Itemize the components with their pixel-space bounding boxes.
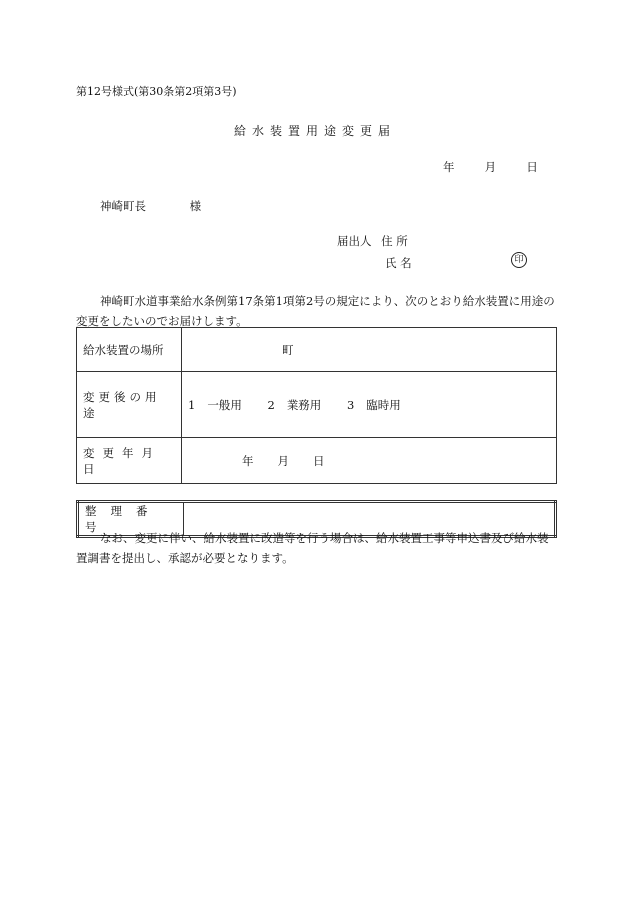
use-label: 変更後の用途: [77, 372, 182, 438]
submission-date: [443, 159, 538, 175]
addressee-suffix: 様: [189, 199, 202, 213]
date-year: 年: [443, 160, 455, 174]
use-options: [182, 372, 557, 438]
table-row: [77, 372, 557, 438]
place-value: 町: [182, 328, 557, 372]
use-option-temporary: 3 臨時用: [346, 397, 401, 412]
body-text: 神崎町水道事業給水条例第17条第1項第2号の規定により、次のとおり給水装置に用途の変更をしたいのでお届けします。: [76, 294, 555, 328]
addressee-name: 神崎町長: [100, 199, 146, 213]
applicant-name-label: 氏 名: [385, 256, 412, 270]
reference-label: 整理番号: [78, 502, 184, 537]
addressee: [100, 198, 201, 214]
applicant-role: 届出人: [337, 234, 372, 248]
change-date-value: 年 月 日: [182, 438, 557, 484]
use-option-general: 1 一般用: [188, 397, 242, 412]
document-title: 給水装置用途変更届: [233, 124, 396, 138]
date-month: 月: [484, 160, 497, 174]
table-row: [77, 328, 557, 372]
seal-mark: 印: [511, 252, 527, 268]
form-number: 第12号様式(第30条第2項第3号): [76, 85, 237, 98]
use-option-business: 2 業務用: [267, 397, 322, 412]
place-label: 給水装置の場所: [77, 328, 182, 372]
date-day: 日: [526, 160, 538, 174]
applicant-address: [337, 233, 408, 249]
note-text: なお、変更に伴い、給水装置に改造等を行う場合は、給水装置工事等申込書及び給水装置調書を提出し、承認が必要となります。: [76, 531, 549, 565]
change-details-table: [76, 327, 557, 484]
change-date-label: 変更年月日: [77, 438, 182, 484]
address-label: 住 所: [381, 234, 408, 248]
table-row: [77, 438, 557, 484]
